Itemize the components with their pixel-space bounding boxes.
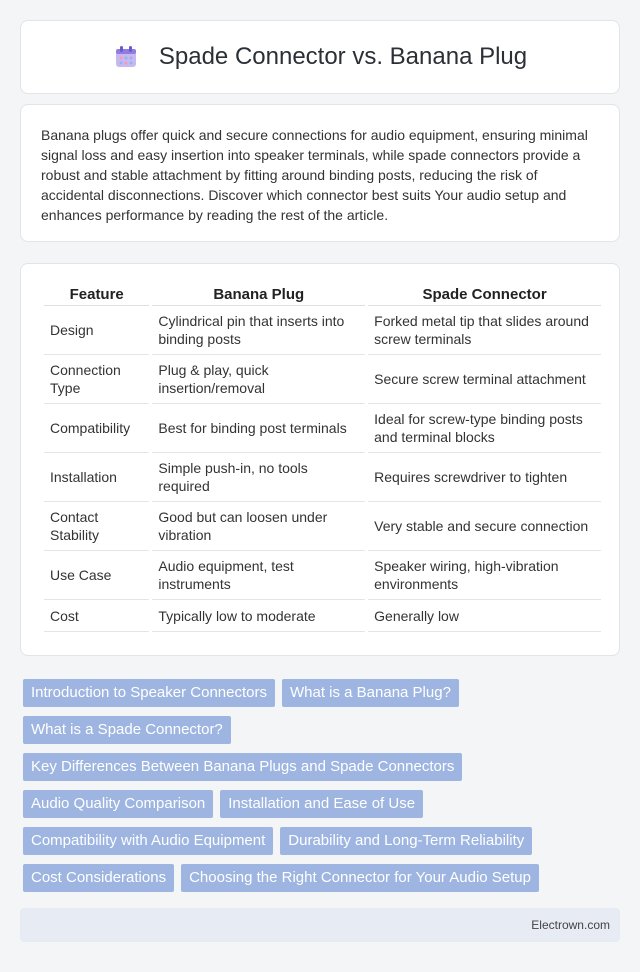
table-cell: Connection Type (44, 355, 149, 404)
footer-site-name: Electrown.com (531, 918, 610, 932)
table-cell: Typically low to moderate (152, 600, 365, 632)
intro-card (20, 104, 620, 242)
table-header-feature: Feature (44, 284, 149, 306)
link-row (23, 827, 623, 855)
topic-links (23, 679, 623, 901)
link-key-differences[interactable]: Key Differences Between Banana Plugs and Spade Connectors (23, 753, 462, 781)
page-title: Spade Connector vs. Banana Plug (158, 43, 528, 70)
table-cell: Speaker wiring, high-vibration environments (368, 551, 601, 600)
table-cell: Best for binding post terminals (152, 404, 365, 453)
link-cost[interactable]: Cost Considerations (23, 864, 174, 892)
link-intro-speaker-connectors[interactable]: Introduction to Speaker Connectors (23, 679, 275, 707)
table-cell: Plug & play, quick insertion/removal (152, 355, 365, 404)
link-choosing-connector[interactable]: Choosing the Right Connector for Your Audio Setup (181, 864, 539, 892)
link-row (23, 790, 623, 818)
link-row (23, 679, 623, 707)
table-cell: Forked metal tip that slides around screw terminals (368, 306, 601, 355)
table-header-spade: Spade Connector (368, 284, 601, 306)
table-cell: Installation (44, 453, 149, 502)
intro-text: Banana plugs offer quick and secure connections for audio equipment, ensuring minimal signal loss and easy insertion into speaker terminals, while spade connectors provide a robust and stable attachment by fitting around binding posts, reducing the risk of accidental disconnections. Discover which connector best suits Your audio setup and enhances performance by reading the rest of the article. (41, 127, 588, 223)
table-cell: Simple push-in, no tools required (152, 453, 365, 502)
table-header-banana: Banana Plug (152, 284, 365, 306)
comparison-table (41, 284, 604, 632)
table-cell: Compatibility (44, 404, 149, 453)
table-cell: Good but can loosen under vibration (152, 502, 365, 551)
table-row (44, 551, 601, 600)
table-cell: Contact Stability (44, 502, 149, 551)
footer (20, 908, 620, 942)
link-row (23, 716, 623, 744)
table-cell: Audio equipment, test instruments (152, 551, 365, 600)
table-row (44, 306, 601, 355)
link-what-is-banana-plug[interactable]: What is a Banana Plug? (282, 679, 459, 707)
table-cell: Generally low (368, 600, 601, 632)
table-cell: Cylindrical pin that inserts into binding posts (152, 306, 365, 355)
link-durability[interactable]: Durability and Long-Term Reliability (280, 827, 532, 855)
table-cell: Design (44, 306, 149, 355)
link-installation[interactable]: Installation and Ease of Use (220, 790, 423, 818)
table-cell: Cost (44, 600, 149, 632)
table-row (44, 453, 601, 502)
link-compatibility[interactable]: Compatibility with Audio Equipment (23, 827, 273, 855)
calendar-icon (113, 44, 139, 70)
link-what-is-spade-connector[interactable]: What is a Spade Connector? (23, 716, 231, 744)
table-cell: Requires screwdriver to tighten (368, 453, 601, 502)
comparison-table-card (20, 263, 620, 656)
table-cell: Very stable and secure connection (368, 502, 601, 551)
link-row (23, 864, 623, 892)
table-cell: Ideal for screw-type binding posts and terminal blocks (368, 404, 601, 453)
table-row (44, 355, 601, 404)
link-audio-quality[interactable]: Audio Quality Comparison (23, 790, 213, 818)
table-row (44, 600, 601, 632)
table-cell: Use Case (44, 551, 149, 600)
link-row (23, 753, 623, 781)
table-row (44, 404, 601, 453)
title-card (20, 20, 620, 94)
table-row (44, 502, 601, 551)
table-cell: Secure screw terminal attachment (368, 355, 601, 404)
